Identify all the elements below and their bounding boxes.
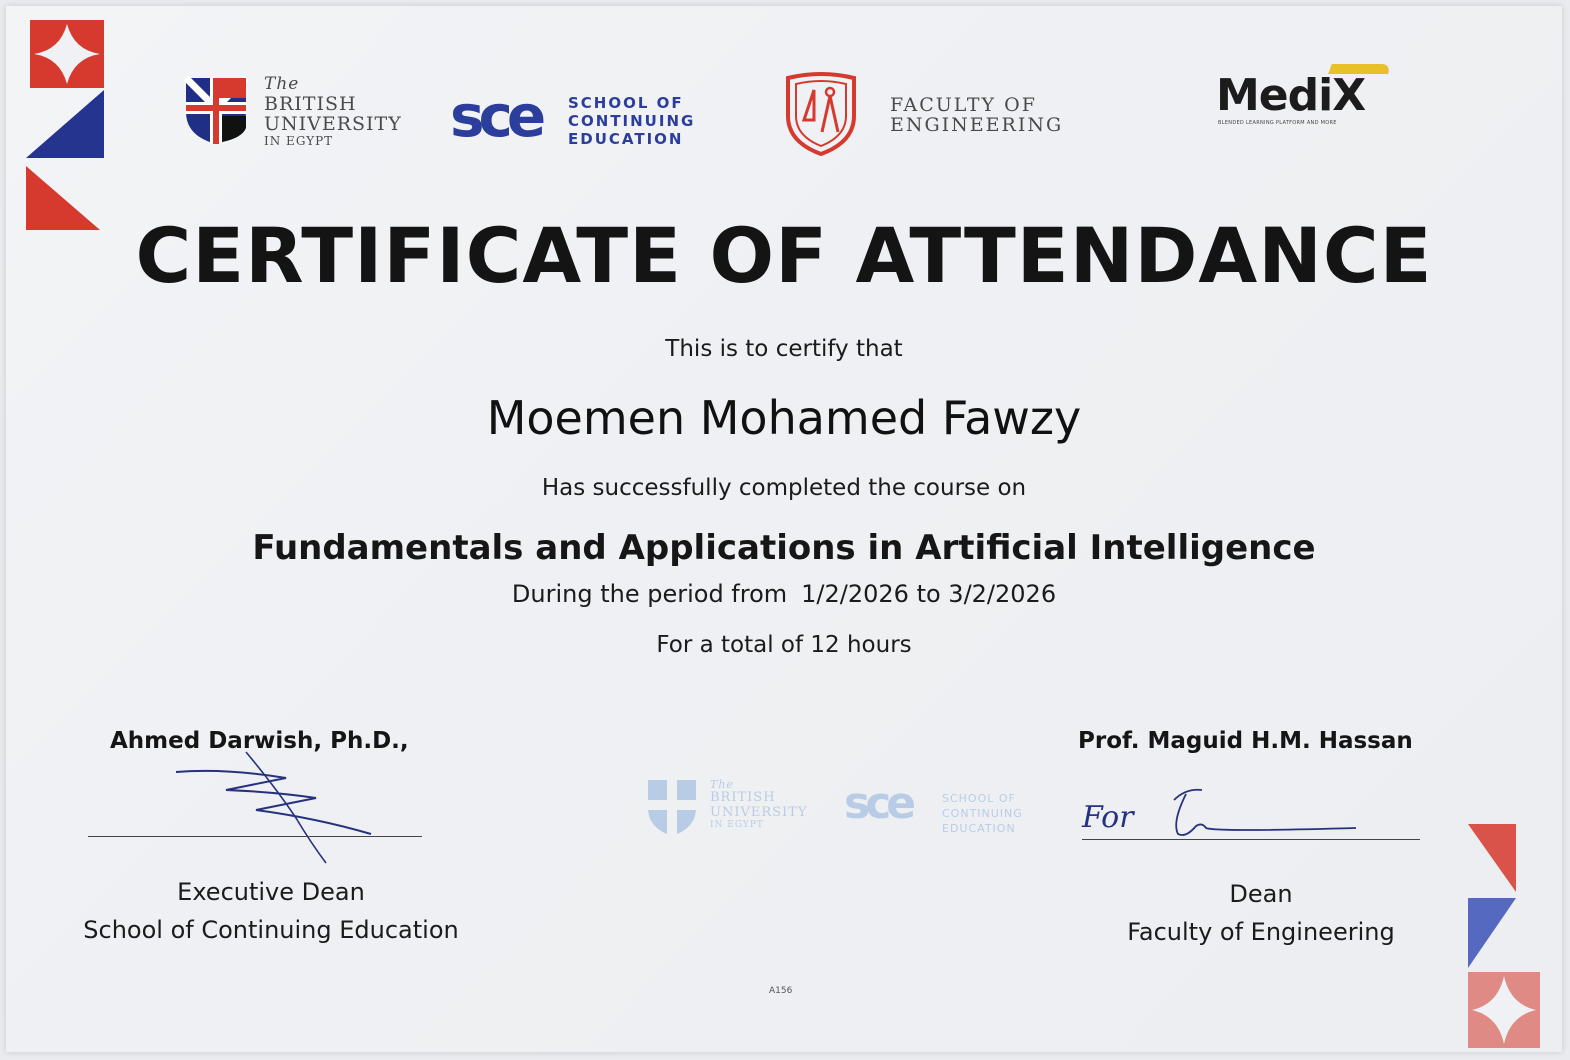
foe-shield-icon: [782, 70, 860, 156]
recipient-name: Moemen Mohamed Fawzy: [486, 391, 1082, 445]
medix-logo: [1212, 58, 1402, 138]
right-signatory-role: Dean: [1229, 880, 1293, 908]
stamp-sce-line2: CONTINUING: [942, 807, 1023, 820]
stamp-bue-shield-icon: [644, 776, 700, 838]
right-signature-for: For: [1082, 800, 1134, 835]
bue-name-line1: BRITISH: [264, 93, 357, 115]
foe-text-line1: FACULTY OF: [890, 94, 1037, 116]
sce-logo: [450, 82, 696, 150]
institution-stamp: [644, 772, 1044, 848]
period-label: During the period from: [511, 580, 788, 608]
left-signatory-role: Executive Dean: [177, 878, 365, 906]
period-dates: 1/2/2026 to 3/2/2026: [801, 580, 1057, 608]
stamp-sce-mark: sce: [844, 778, 912, 829]
bue-the: The: [264, 74, 300, 94]
foe-logo: [782, 70, 1062, 160]
certificate-page: [6, 6, 1562, 1052]
stamp-bue-line2: UNIVERSITY: [710, 805, 808, 820]
right-signatory-org: Faculty of Engineering: [1127, 918, 1395, 946]
right-signatory-name: Prof. Maguid H.M. Hassan: [1078, 728, 1413, 754]
medix-wordmark: MediX: [1216, 70, 1366, 121]
sce-mark: sce: [450, 82, 541, 150]
bue-logo: [182, 68, 412, 152]
period-line: [6, 580, 1562, 608]
left-signatory-name: Ahmed Darwish, Ph.D.,: [110, 728, 409, 754]
stamp-bue-the: The: [710, 778, 734, 791]
stamp-sce-line3: EDUCATION: [942, 822, 1016, 835]
certificate-title: CERTIFICATE OF ATTENDANCE: [135, 211, 1433, 300]
right-signature-mark: [1156, 782, 1356, 842]
completed-line: Has successfully completed the course on: [541, 475, 1027, 501]
sce-text-line1: SCHOOL OF: [568, 94, 684, 112]
serial-number: A156: [769, 986, 793, 996]
bue-name-line2: UNIVERSITY: [264, 113, 402, 135]
corner-decoration-top-left: [22, 18, 112, 238]
medix-tagline: BLENDED LEARNING PLATFORM AND MORE: [1218, 120, 1337, 126]
bue-shield-icon: [182, 74, 250, 146]
foe-text-line2: ENGINEERING: [890, 114, 1064, 136]
left-signatory-org: School of Continuing Education: [83, 916, 459, 944]
sce-text-line2: CONTINUING: [568, 112, 696, 130]
stamp-bue-line3: IN EGYPT: [710, 820, 764, 830]
stamp-bue-line1: BRITISH: [710, 790, 776, 805]
right-signature-line: [1082, 839, 1420, 840]
left-signature-mark: [166, 748, 396, 868]
corner-decoration-bottom-right: [1466, 822, 1562, 1052]
course-title: Fundamentals and Applications in Artificial Intelligence: [252, 528, 1316, 568]
bue-name-line3: IN EGYPT: [264, 134, 334, 148]
certify-line: This is to certify that: [665, 336, 903, 362]
hours-line: For a total of 12 hours: [656, 632, 912, 658]
stamp-sce-line1: SCHOOL OF: [942, 792, 1016, 805]
left-signature-line: [88, 836, 422, 837]
sce-text-line3: EDUCATION: [568, 130, 684, 148]
